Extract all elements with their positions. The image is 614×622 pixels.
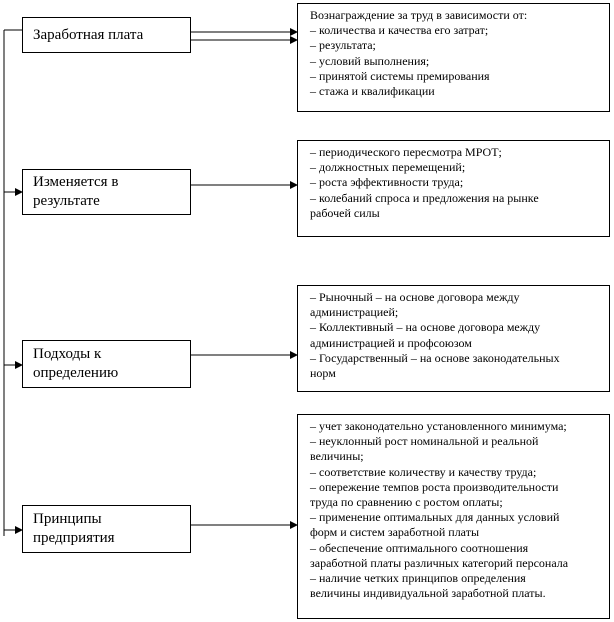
- detail-line: – Рыночный – на основе договора между: [310, 290, 520, 304]
- detail-line: – неуклонный рост номинальной и реальной: [310, 434, 539, 449]
- category-label: Заработная плата: [33, 26, 144, 43]
- detail-line: заработной платы различных категорий персонала: [310, 555, 569, 570]
- detail-line: рабочей силы: [310, 205, 380, 220]
- detail-line: – наличие четких принципов определения: [310, 571, 526, 586]
- detail-line: – Государственный – на основе законодательных: [310, 350, 560, 365]
- detail-line: труда по сравнению с ростом оплаты;: [310, 495, 503, 510]
- category-box-approaches: [22, 340, 191, 388]
- detail-line: – роста эффективности труда;: [310, 175, 464, 190]
- detail-line: величины индивидуальной заработной платы.: [310, 586, 546, 601]
- category-label: Изменяется в результате: [33, 174, 119, 209]
- detail-line: – колебаний спроса и предложения на рынке: [310, 190, 539, 205]
- detail-line: – обеспечение оптимального соотношения: [310, 540, 529, 555]
- category-box-salary: [22, 17, 191, 53]
- details-box-salary: [297, 3, 610, 112]
- detail-line: – результата;: [310, 38, 376, 53]
- detail-line: – соответствие количеству и качеству труда;: [310, 464, 537, 479]
- detail-line: – периодического пересмотра МРОТ;: [310, 145, 502, 159]
- detail-line: – должностных перемещений;: [310, 160, 466, 175]
- detail-line: администрацией;: [310, 305, 399, 320]
- detail-line: форм и систем заработной платы: [310, 525, 480, 540]
- detail-line: администрацией и профсоюзом: [310, 335, 472, 350]
- detail-line: – опережение темпов роста производительности: [310, 479, 559, 494]
- detail-line: – Коллективный – на основе договора между: [310, 320, 541, 335]
- detail-line: величины;: [310, 449, 364, 464]
- details-box-principles: [297, 414, 610, 619]
- category-box-changes: [22, 169, 191, 215]
- category-label: Принципы предприятия: [33, 511, 115, 546]
- detail-line: – стажа и квалификации: [310, 84, 435, 99]
- detail-line: – условий выполнения;: [310, 53, 430, 68]
- details-box-approaches: [297, 285, 610, 392]
- detail-line: норм: [310, 366, 336, 381]
- detail-line: – количества и качества его затрат;: [310, 23, 489, 38]
- detail-line: – принятой системы премирования: [310, 68, 490, 83]
- detail-line: Вознаграждение за труд в зависимости от:: [310, 8, 528, 22]
- details-box-changes: [297, 140, 610, 237]
- category-label: Подходы к определению: [33, 346, 119, 381]
- detail-line: – применение оптимальных для данных условий: [310, 510, 560, 525]
- detail-line: – учет законодательно установленного минимума;: [310, 419, 567, 433]
- category-box-principles: [22, 505, 191, 553]
